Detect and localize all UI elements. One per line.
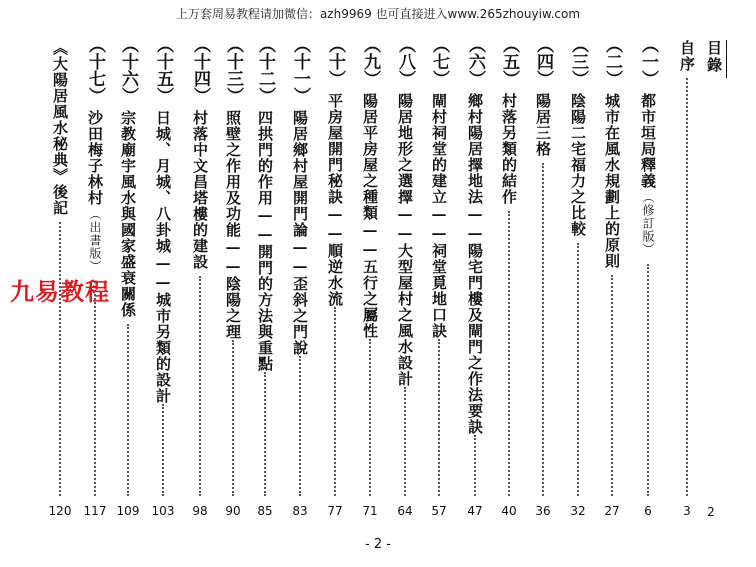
dot-leader	[162, 404, 164, 496]
dot-leader	[369, 339, 371, 496]
toc-entry-page: 71	[362, 504, 378, 518]
dot-leader	[647, 264, 649, 496]
toc-entry-title: 陽居地形之選擇——大型屋村之風水設計	[396, 93, 414, 387]
toc-entry-number: （六）	[465, 36, 485, 87]
toc-entry-number: （十三）	[223, 36, 243, 104]
toc-entry-number: （一）	[638, 36, 658, 87]
toc-entry-number: （十五）	[153, 36, 173, 104]
toc-entry-page: 77	[327, 504, 343, 518]
toc-entry-number: （十）	[325, 36, 345, 87]
toc-entry-note: （修訂版）	[641, 191, 655, 256]
toc-heading: 目錄	[705, 40, 723, 74]
dot-leader	[299, 356, 301, 496]
toc-entry[interactable]	[563, 36, 593, 526]
toc-entry-page: 98	[192, 504, 208, 518]
toc-entry-number: （十一）	[290, 36, 310, 104]
toc-entry-page: 32	[570, 504, 586, 518]
toc-entry[interactable]	[320, 36, 350, 526]
toc-entry-title: 陽居平房屋之種類——五行之屬性	[361, 93, 379, 339]
toc-entry[interactable]	[355, 36, 385, 526]
toc-entry[interactable]	[597, 36, 627, 526]
toc-entry-number: （九）	[360, 36, 380, 87]
toc-entry[interactable]	[250, 36, 280, 526]
toc-entry-page: 117	[83, 504, 107, 518]
toc-entry[interactable]	[424, 36, 454, 526]
dot-leader	[404, 387, 406, 496]
banner-text: 上万套周易教程请加微信：azh9969 也可直接进入www.265zhouyiw.com	[175, 7, 581, 21]
toc-entry-title: 閘村祠堂的建立——祠堂覓地口訣	[430, 93, 448, 339]
toc-entry-number: （七）	[429, 36, 449, 87]
dot-leader	[438, 339, 440, 496]
dot-leader	[59, 222, 61, 496]
toc-entry[interactable]	[285, 36, 315, 526]
toc-entry[interactable]	[113, 36, 143, 526]
toc-entry-page: 36	[535, 504, 551, 518]
toc-entry-page: 47	[467, 504, 483, 518]
toc-entry-number: （四）	[533, 36, 553, 87]
toc-entry-number: （五）	[499, 36, 519, 87]
toc-entry-page: 40	[501, 504, 517, 518]
toc-entry-title: 城市在風水規劃上的原則	[603, 93, 621, 269]
watermark-text: 九易教程	[10, 278, 110, 306]
toc-entry-title: 日城、月城、八卦城——城市另類的設計	[154, 110, 172, 404]
toc-entry-title: 照壁之作用及功能——陰陽之理	[224, 110, 242, 340]
toc-entry-title: 宗教廟宇風水與國家盛衰關係	[119, 110, 137, 318]
toc-entry[interactable]	[185, 36, 215, 526]
dot-leader	[474, 435, 476, 496]
dot-leader	[686, 78, 688, 496]
toc-entry[interactable]	[148, 36, 178, 526]
toc-entry-page: 3	[683, 504, 691, 518]
dot-leader	[232, 340, 234, 496]
toc-entry-page: 27	[604, 504, 620, 518]
toc-entry-page: 57	[431, 504, 447, 518]
toc-entry-title: 《大陽居風水秘典》後記	[51, 40, 69, 216]
toc-entry-title: 陰陽二宅福力之比較	[569, 93, 587, 237]
toc-entry[interactable]	[218, 36, 248, 526]
dot-leader	[611, 275, 613, 496]
toc-entry-page: 120	[48, 504, 72, 518]
toc-entry-title: 都市垣局釋義	[639, 93, 657, 189]
toc-heading-page: 2	[707, 505, 715, 519]
toc-entry-page: 85	[257, 504, 273, 518]
toc-entry-title: 村落中文昌塔樓的建設	[191, 110, 209, 270]
toc-entry-page: 64	[397, 504, 413, 518]
toc-entry-title: 村落另類的結作	[500, 93, 518, 205]
toc-entry-page: 109	[116, 504, 140, 518]
toc-entry-page: 6	[644, 504, 652, 518]
toc-entry-title: 沙田梅子林村	[86, 110, 104, 206]
toc-entry[interactable]	[390, 36, 420, 526]
toc-entry-page: 90	[225, 504, 241, 518]
toc-entry-number: （二）	[602, 36, 622, 87]
dot-leader	[508, 211, 510, 496]
dot-leader	[264, 372, 266, 496]
toc-entry[interactable]	[633, 36, 663, 526]
toc-entry[interactable]	[528, 36, 558, 526]
toc-entry-title: 鄉村陽居擇地法——陽宅門樓及閘門之作法要訣	[466, 93, 484, 435]
toc-entry-title: 陽居三格	[534, 93, 552, 157]
dot-leader	[199, 276, 201, 496]
toc-entry-number: （十六）	[118, 36, 138, 104]
toc-entry-title: 平房屋開門秘訣——順逆水流	[326, 93, 344, 307]
dot-leader	[127, 324, 129, 496]
dot-leader	[94, 281, 96, 496]
toc-entry-number: （三）	[568, 36, 588, 87]
toc-entry-title: 四拱門的作用——開門的方法與重點	[256, 110, 274, 372]
dot-leader	[334, 307, 336, 496]
toc-entry[interactable]	[672, 36, 702, 526]
toc-entry-number: （十七）	[85, 36, 105, 104]
toc-entry[interactable]	[494, 36, 524, 526]
toc-entry[interactable]	[460, 36, 490, 526]
toc-entry-note: （出書版）	[88, 208, 102, 273]
toc-entry-title: 自序	[678, 40, 696, 72]
toc-entry-page: 83	[292, 504, 308, 518]
toc-entry-title: 陽居鄉村屋開門論——歪斜之門說	[291, 110, 309, 356]
dot-leader	[542, 163, 544, 496]
dot-leader	[577, 243, 579, 496]
page-number-footer: - 2 -	[365, 537, 391, 552]
table-of-contents	[0, 36, 756, 526]
toc-entry-number: （八）	[395, 36, 415, 87]
toc-entry-number: （十二）	[255, 36, 275, 104]
toc-entry-number: （十四）	[190, 36, 210, 104]
toc-entry-page: 103	[151, 504, 175, 518]
